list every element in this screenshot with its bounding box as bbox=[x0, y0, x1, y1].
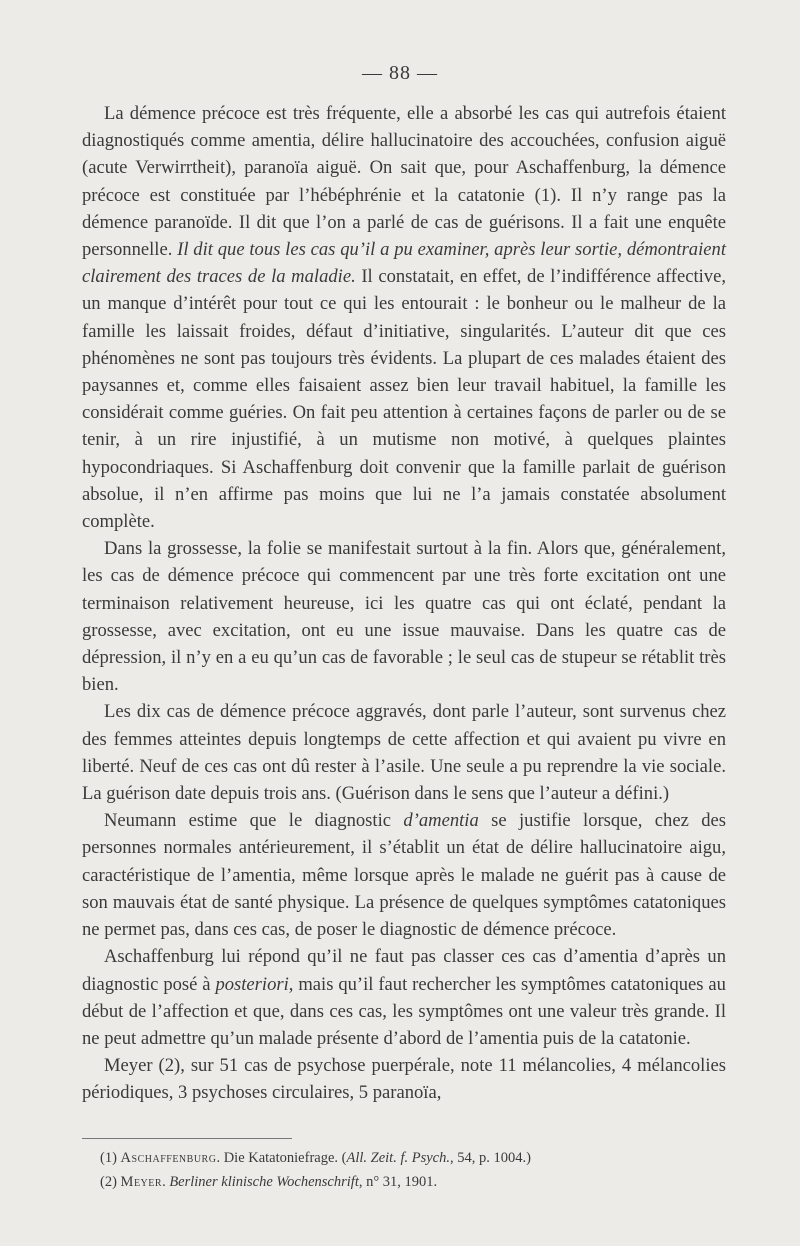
body-text bbox=[82, 100, 726, 1107]
paragraph bbox=[82, 535, 726, 698]
italic-run: Berliner klinische Wochenschrift bbox=[169, 1174, 359, 1190]
italic-run: d’amentia bbox=[403, 810, 479, 832]
paragraph bbox=[82, 100, 726, 535]
footnote bbox=[100, 1146, 726, 1170]
italic-run: posteriori bbox=[215, 973, 289, 995]
text-run: Aschaffenburg lui répond qu’il ne faut pas classer ces cas d’amentia d’après un diagnostic posé à bbox=[82, 946, 726, 995]
text-run: Neumann estime que le diagnostic bbox=[104, 810, 404, 832]
text-run: Il constatait, en effet, de l’indifférence affective, un manque d’intérêt pour tout ce qui les entourait : le bonheur ou le malheur de la famille les laissait froides, défaut d’initiative, singularités. L’auteur dit que ces phénomènes ne sont pas toujours très évidents. La plupart de ces malades étaient des paysannes et, comme elles faisaient assez bien leur travail habituel, la famille les considérait comme guéries. On fait peu attention à certaines façons de parler ou de se tenir, à un rire injustifié, à un mutisme non motivé, à quelques plaintes hypocondriaques. Si Aschaffenburg doit convenir que la famille parlait de guérison absolue, il n’en affirme pas moins que lui ne l’a jamais constatée absolument complète. bbox=[82, 266, 726, 533]
text-run: (1) bbox=[100, 1150, 121, 1166]
text-run: . Die Katatoniefrage. ( bbox=[216, 1150, 347, 1166]
text-run: Dans la grossesse, la folie se manifestait surtout à la fin. Alors que, généralement, les cas de démence précoce qui commencent par une très forte excitation ont une terminaison relativement heureuse, ici les quatre cas qui ont éclaté, pendant la grossesse, avec excitation, ont eu une issue mauvaise. Dans les quatre cas de dépression, il n’y en a eu qu’un cas de favorable ; le seul cas de stupeur se rétablit très bien. bbox=[82, 538, 726, 696]
paragraph bbox=[82, 807, 726, 943]
text-run: . bbox=[162, 1174, 170, 1190]
text-run: La démence précoce est très fréquente, elle a absorbé les cas qui autrefois étaient diagnostiqués comme amentia, délire hallucinatoire des accouchées, confusion aiguë (acute Verwirrtheit), paranoïa aiguë. On sait que, pour Aschaffenburg, la démence précoce est constituée par l’hébéphrénie et la catatonie (1). Il n’y range pas la démence paranoïde. Il dit que l’on a parlé de cas de guérisons. Il a fait une enquête personnelle. bbox=[82, 103, 726, 261]
text-run: , n° 31, 1901. bbox=[358, 1174, 438, 1190]
paragraph bbox=[82, 698, 726, 807]
italic-run: All. Zeit. f. Psych. bbox=[346, 1150, 450, 1166]
text-run: (2) bbox=[100, 1174, 121, 1190]
author-name: Meyer bbox=[120, 1174, 163, 1190]
paragraph bbox=[82, 943, 726, 1052]
text-run: Meyer (2), sur 51 cas de psychose puerpérale, note 11 mélancolies, 4 mélancolies périodiques, 3 psychoses circulaires, 5 paranoïa, bbox=[82, 1055, 726, 1104]
italic-run: Il dit que tous les cas qu’il a pu examiner, après leur sortie, démontraient clairement des traces de la maladie. bbox=[82, 239, 726, 288]
text-run: , 54, p. 1004.) bbox=[449, 1150, 531, 1166]
footnote-rule bbox=[82, 1138, 292, 1139]
paragraph bbox=[82, 1052, 726, 1106]
text-run: Les dix cas de démence précoce aggravés, dont parle l’auteur, sont survenus chez des femmes atteintes depuis longtemps de cette affection et qui avaient pu vivre en liberté. Neuf de ces cas ont dû rester à l’asile. Une seule a pu reprendre la vie sociale. La guérison date depuis trois ans. (Guérison dans le sens que l’auteur a défini.) bbox=[82, 701, 726, 805]
text-run: , mais qu’il faut rechercher les symptômes catatoniques au début de l’affection et que, dans ces cas, les symptômes ont une valeur très grande. Il ne peut admettre qu’un malade présente d’abord de l’amentia puis de la catatonie. bbox=[82, 973, 726, 1049]
footnote bbox=[100, 1170, 726, 1194]
footnotes bbox=[100, 1146, 726, 1194]
author-name: Aschaffenburg bbox=[120, 1150, 217, 1166]
text-run: se justifie lorsque, chez des personnes normales antérieurement, il s’établit un état de délire hallucinatoire aigu, caractéristique de l’amentia, même lorsque après le malade ne guérit pas à cause de son mauvais état de santé physique. La présence de quelques symptômes catatoniques ne permet pas, dans ces cas, de poser le diagnostic de démence précoce. bbox=[82, 810, 726, 941]
page-number: — 88 — bbox=[362, 62, 438, 84]
